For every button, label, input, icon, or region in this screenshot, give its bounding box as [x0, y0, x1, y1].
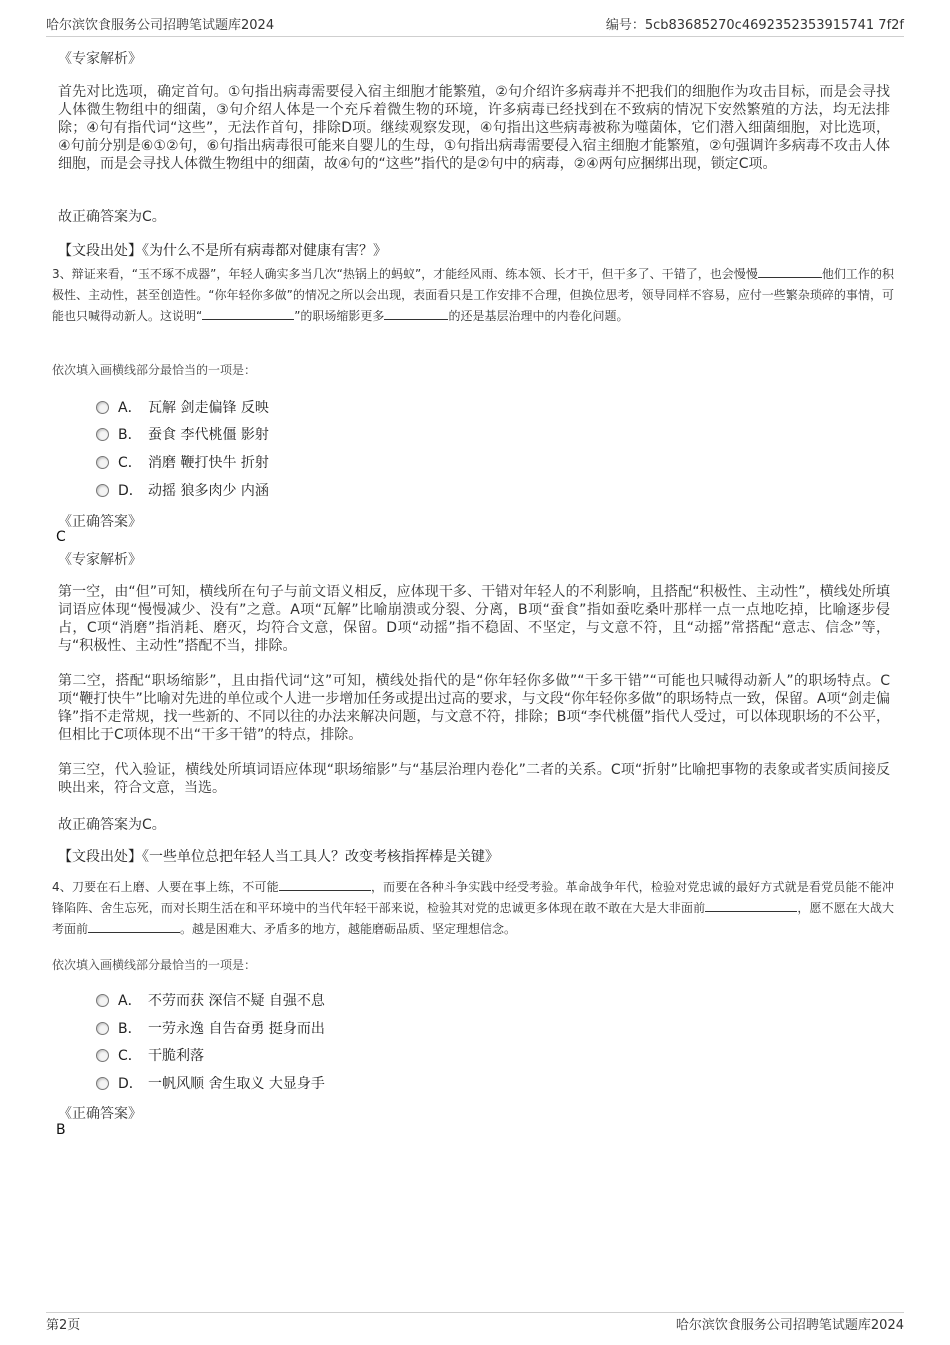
option-letter: D． [118, 1076, 143, 1092]
radio-button-icon[interactable] [96, 1077, 109, 1090]
q3-blank-2 [202, 307, 294, 320]
option-letter: C． [118, 1048, 142, 1064]
option-letter: B． [118, 427, 142, 443]
q4-question-text [52, 877, 894, 940]
q3-blank-1 [758, 265, 822, 278]
option-text: 瓦解 剑走偏锋 反映 [148, 400, 269, 416]
option-text: 消磨 鞭打快牛 折射 [148, 455, 269, 471]
q4-blank-2 [705, 899, 797, 912]
q4-option-c[interactable] [96, 1045, 204, 1065]
q3-analysis-label: 《专家解析》 [58, 552, 142, 568]
option-text: 一帆风顺 舍生取义 大显身手 [148, 1076, 325, 1092]
footer-divider [46, 1312, 904, 1313]
q3-text-part2: 他们工作的积极性、主动性，甚至创造性。“你年轻你多做”的情况之所以会出现，表面看只是工作安排不合理，但换位思考，领导同样不容易，应付一些繁杂琐碎的事情，可能也只喊得动新人。这说明“ [52, 267, 894, 323]
q3-text-part1: 3、辩证来看，“玉不琢不成器”，年轻人确实多当几次“热锅上的蚂蚁”，才能经风雨、练本领、长才干，但干多了、干错了，也会慢慢 [52, 267, 758, 281]
q4-option-a[interactable] [96, 990, 325, 1010]
q3-analysis-para-3: 第三空，代入验证，横线处所填词语应体现“职场缩影”与“基层治理内卷化”二者的关系。C项“折射”比喻把事物的表象或者实质间接反映出来，符合文意，当选。 [58, 762, 890, 796]
option-letter: A． [118, 400, 142, 416]
radio-button-icon[interactable] [96, 484, 109, 497]
header-divider [46, 36, 904, 37]
q3-option-c[interactable] [96, 452, 269, 472]
option-text: 干脆利落 [148, 1048, 204, 1064]
option-text: 一劳永逸 自告奋勇 挺身而出 [148, 1021, 325, 1037]
option-text: 蚕食 李代桃僵 影射 [148, 427, 269, 443]
radio-button-icon[interactable] [96, 994, 109, 1007]
header-title: 哈尔滨饮食服务公司招聘笔试题库2024 [46, 18, 275, 33]
q3-option-d[interactable] [96, 480, 269, 500]
q4-text-part3: ，愿不愿在大战大考面前 [52, 901, 894, 936]
q3-text-part3: ”的职场缩影更多 [294, 309, 385, 323]
q3-answer-label: 《正确答案》 [58, 514, 142, 530]
q2-conclusion: 故正确答案为C。 [58, 209, 166, 225]
q3-question-text [52, 264, 894, 327]
q4-text-part1: 4、刀要在石上磨、人要在事上练，不可能 [52, 880, 279, 894]
option-text: 不劳而获 深信不疑 自强不息 [148, 993, 325, 1009]
analysis-label: 《专家解析》 [58, 51, 142, 67]
q4-option-b[interactable] [96, 1018, 325, 1038]
q4-prompt: 依次填入画横线部分最恰当的一项是： [52, 958, 257, 972]
q2-source: 【文段出处】《为什么不是所有病毒都对健康有害？》 [58, 243, 387, 259]
q3-analysis-para-1: 第一空，由“但”可知，横线所在句子与前文语义相反，应体现干多、干错对年轻人的不利影响，且搭配“积极性、主动性”，横线处所填词语应体现“慢慢减少、没有”之意。A项“瓦解”比喻崩溃或分裂、分离，B项“蚕食”指如蚕吃桑叶那样一点一点地吃掉，比喻逐步侵占，C项“消磨”指消耗、磨灭，均符合文意，保留。D项“动摇”指不稳固、不坚定，与文意不符，且“动摇”常搭配“意志、信念”等，与“积极性、主动性”搭配不当，排除。 [58, 584, 890, 654]
q4-answer-label: 《正确答案》 [58, 1106, 142, 1122]
footer-title: 哈尔滨饮食服务公司招聘笔试题库2024 [675, 1318, 904, 1333]
option-letter: B． [118, 1021, 142, 1037]
document-serial: 编号：5cb83685270c4692352353915741 7f2f [605, 18, 904, 33]
q3-conclusion: 故正确答案为C。 [58, 817, 166, 833]
radio-button-icon[interactable] [96, 401, 109, 414]
q4-blank-1 [279, 878, 371, 891]
q3-blank-3 [384, 307, 448, 320]
q3-source: 【文段出处】《一些单位总把年轻人当工具人？改变考核指挥棒是关键》 [58, 849, 499, 865]
option-letter: D． [118, 483, 143, 499]
q3-prompt: 依次填入画横线部分最恰当的一项是： [52, 363, 257, 377]
q4-text-part4: 。越是困难大、矛盾多的地方，越能磨砺品质、坚定理想信念。 [180, 922, 517, 936]
q4-text-part2: ，而要在各种斗争实践中经受考验。革命战争年代，检验对党忠诚的最好方式就是看党员能不能冲锋陷阵、舍生忘死，而对长期生活在和平环境中的当代年轻干部来说，检验其对党的忠诚更多体现在敢不敢在大是大非面前 [52, 880, 894, 915]
q4-answer-value: B [56, 1122, 66, 1138]
radio-button-icon[interactable] [96, 1049, 109, 1062]
q2-analysis-text: 首先对比选项，确定首句。①句指出病毒需要侵入宿主细胞才能繁殖，②句介绍许多病毒并不把我们的细胞作为攻击目标，而是会寻找人体微生物组中的细菌，③句介绍人体是一个充斥着微生物的环境，许多病毒已经找到在不致病的情况下安然繁殖的方法，均无法排除；④句有指代词“这些”，无法作首句，排除D项。继续观察发现，④句指出这些病毒被称为噬菌体，它们潜入细菌细胞，对比选项，④句前分别是⑥①②句，⑥句指出病毒很可能来自婴儿的生母，①句指出病毒需要侵入宿主细胞才能繁殖，②句强调许多病毒不攻击人体细胞，而是会寻找人体微生物组中的细菌，故④句的“这些”指代的是②句中的病毒，②④两句应捆绑出现，锁定C项。 [58, 84, 890, 172]
radio-button-icon[interactable] [96, 456, 109, 469]
q3-option-b[interactable] [96, 424, 269, 444]
q3-text-part4: 的还是基层治理中的内卷化问题。 [448, 309, 629, 323]
option-text: 动摇 狼多肉少 内涵 [148, 483, 269, 499]
option-letter: C． [118, 455, 142, 471]
radio-button-icon[interactable] [96, 428, 109, 441]
q3-analysis-para-2: 第二空，搭配“职场缩影”，且由指代词“这”可知，横线处指代的是“你年轻你多做”“干多干错”“可能也只喊得动新人”的职场特点。C项“鞭打快牛”比喻对先进的单位或个人进一步增加任务或提出过高的要求，与文段“你年轻你多做”的职场特点一致，保留。A项“剑走偏锋”指不走常规，找一些新的、不同以往的办法来解决问题，与文意不符，排除；B项“李代桃僵”指代人受过，可以体现职场的不公平，但相比于C项体现不出“干多干错”的特点，排除。 [58, 673, 890, 743]
radio-button-icon[interactable] [96, 1022, 109, 1035]
q4-option-d[interactable] [96, 1073, 325, 1093]
q3-option-a[interactable] [96, 397, 269, 417]
q3-answer-value: C [56, 529, 66, 545]
q4-blank-3 [88, 920, 180, 933]
option-letter: A． [118, 993, 142, 1009]
page-number: 第2页 [46, 1318, 81, 1333]
